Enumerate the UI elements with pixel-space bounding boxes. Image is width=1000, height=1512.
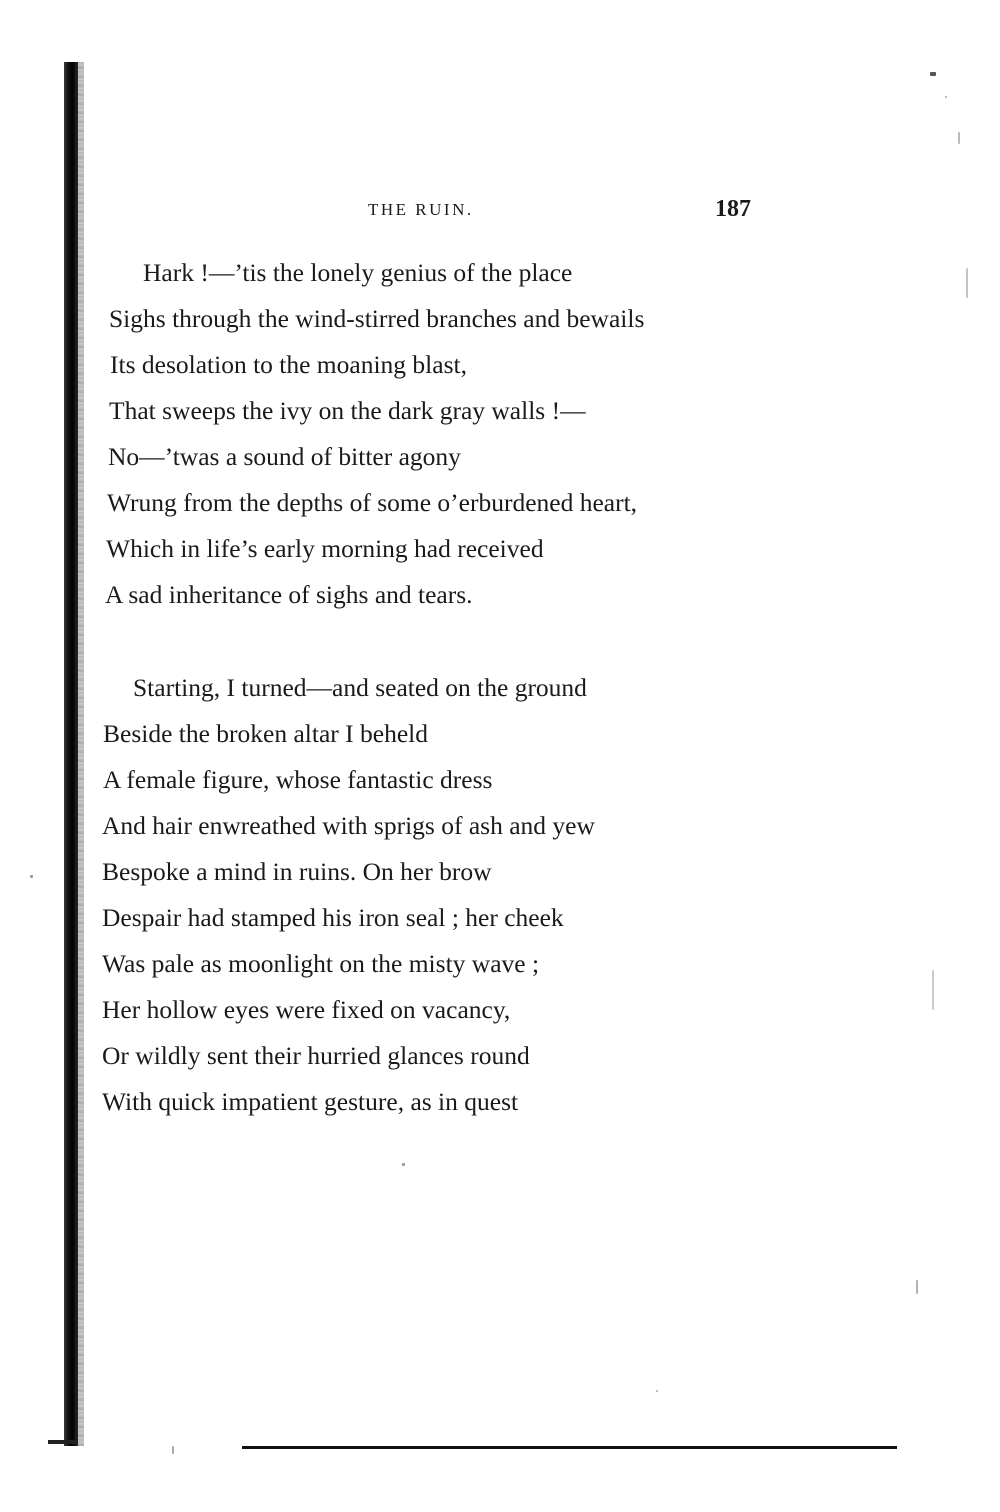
verse-line: Hark !—’tis the lonely genius of the place: [143, 258, 573, 287]
verse-line: And hair enwreathed with sprigs of ash and yew: [102, 811, 595, 840]
verse-line: A female figure, whose fantastic dress: [103, 765, 493, 794]
verse-line: Starting, I turned—and seated on the ground: [133, 673, 587, 702]
scan-speck: [916, 1280, 918, 1294]
page-number: 187: [715, 196, 751, 222]
verse-line: Sighs through the wind-stirred branches and bewails: [109, 304, 645, 333]
verse-line: Wrung from the depths of some o’erburdened heart,: [107, 488, 638, 517]
bottom-rule: [242, 1446, 897, 1449]
scan-speck: [932, 970, 934, 1010]
verse-line: Or wildly sent their hurried glances round: [102, 1041, 530, 1070]
scan-speck: [958, 132, 960, 144]
verse-line: Her hollow eyes were fixed on vacancy,: [102, 995, 511, 1024]
verse-line: With quick impatient gesture, as in quest: [102, 1087, 519, 1116]
scan-speck: [966, 268, 968, 298]
verse-line: Bespoke a mind in ruins. On her brow: [102, 857, 492, 886]
page-header: [0, 196, 1000, 226]
scan-speck: [930, 72, 936, 76]
verse-line: Which in life’s early morning had received: [106, 534, 544, 563]
verse-line: A sad inheritance of sighs and tears.: [105, 580, 473, 609]
verse-line: Was pale as moonlight on the misty wave ;: [102, 949, 540, 978]
gutter-foot-mark: [48, 1440, 78, 1444]
binding-gutter-edge: [78, 62, 84, 1446]
running-title: THE RUIN.: [368, 200, 474, 219]
verse-line: That sweeps the ivy on the dark gray walls !—: [109, 396, 586, 425]
binding-gutter: [64, 62, 78, 1446]
scan-speck: [30, 875, 33, 878]
verse-line: Its desolation to the moaning blast,: [110, 350, 467, 379]
verse-line: No—’twas a sound of bitter agony: [108, 442, 461, 471]
verse-line: Despair had stamped his iron seal ; her cheek: [102, 903, 564, 932]
scan-speck: [945, 96, 947, 98]
scan-speck: [172, 1446, 174, 1454]
verse-line: Beside the broken altar I beheld: [103, 719, 429, 748]
scan-speck: [402, 1163, 405, 1166]
scan-speck: [656, 1390, 658, 1392]
